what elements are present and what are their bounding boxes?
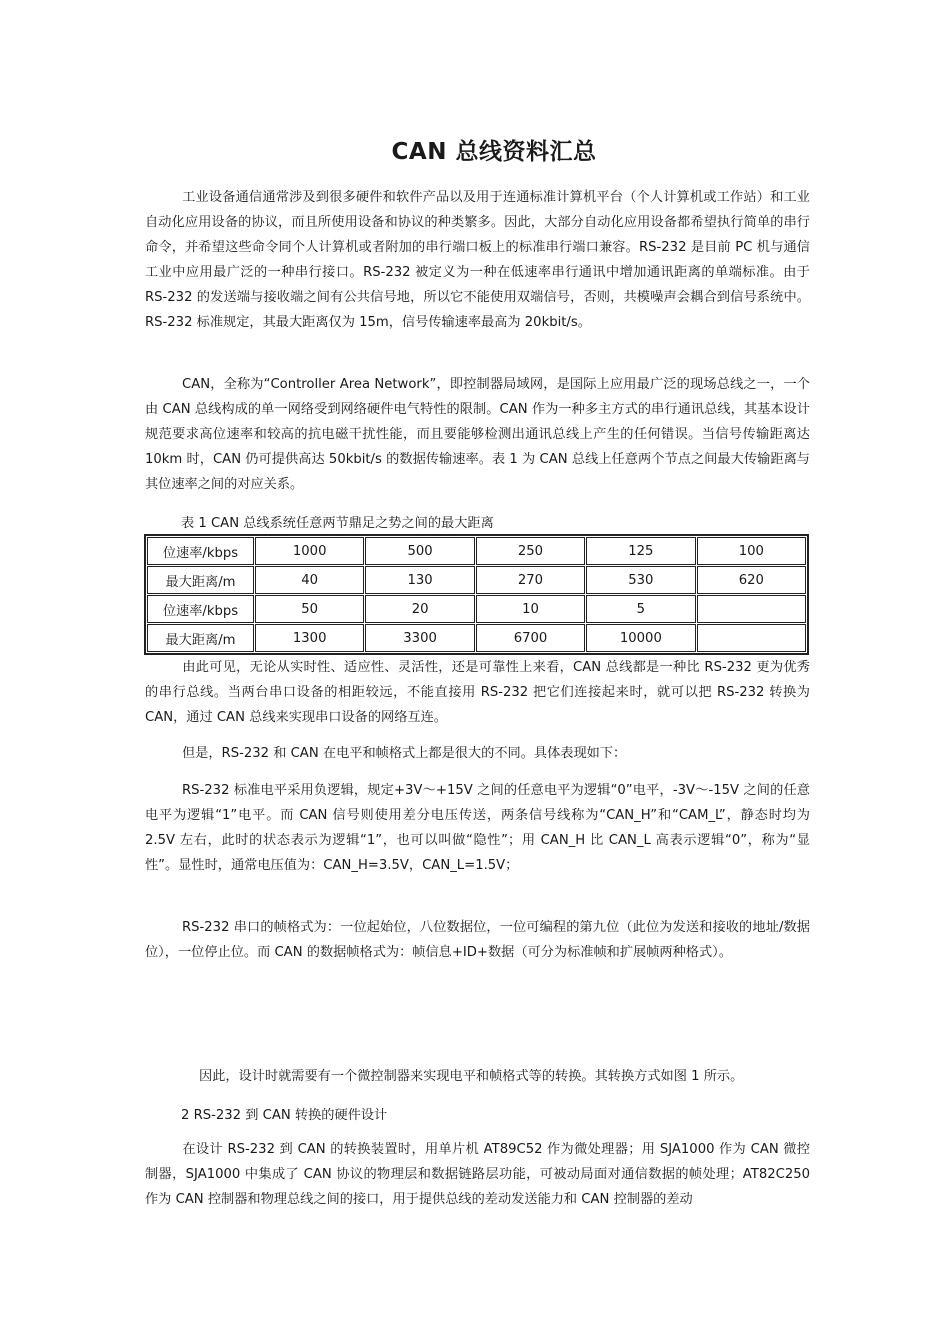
bitrate-distance-table (144, 534, 809, 655)
table-row (147, 595, 806, 623)
table-cell: 最大距离/m (147, 624, 254, 652)
table-cell: 1000 (255, 537, 364, 565)
table-cell: 500 (365, 537, 474, 565)
paragraph-conversion (199, 1064, 819, 1089)
table-cell (697, 595, 806, 623)
paragraph-text: 工业设备通信通常涉及到很多硬件和软件产品以及用于连通标准计算机平台（个人计算机或工作站）和工业自动化应用设备的协议，而且所使用设备和协议的种类繁多。因此，大部分自动化应用设备都希望执行简单的串行命令，并希望这些命令同个人计算机或者附加的串行端口板上的标准串行端口兼容。RS-232 是目前 PC 机与通信工业中应用最广泛的一种串行接口。RS-232 被定义为一种在低速率串行通讯中增加通讯距离的单端标准。由于 RS-232 的发送端与接收端之间有公共信号地，所以它不能使用双端信号，否则，共模噪声会耦合到信号系统中。RS-232 标准规定，其最大距离仅为 15m，信号传输速率最高为 20kbit/s。 (145, 190, 810, 330)
section-heading: 2 RS-232 到 CAN 转换的硬件设计 (181, 1108, 388, 1123)
table-cell: 250 (476, 537, 585, 565)
paragraph-intro-rs232 (145, 185, 810, 335)
table-cell: 100 (697, 537, 806, 565)
table-cell: 6700 (476, 624, 585, 652)
paragraph-frame-format (145, 915, 810, 965)
table-cell: 20 (365, 595, 474, 623)
table-cell: 最大距离/m (147, 566, 254, 594)
table-cell: 620 (697, 566, 806, 594)
paragraph-text: 但是，RS-232 和 CAN 在电平和帧格式上都是很大的不同。具体表现如下： (182, 746, 627, 761)
table-cell: 50 (255, 595, 364, 623)
table-cell: 3300 (365, 624, 474, 652)
table-cell: 10000 (586, 624, 695, 652)
table-cell: 5 (586, 595, 695, 623)
paragraph-text: RS-232 串口的帧格式为：一位起始位，八位数据位，一位可编程的第九位（此位为发送和接收的地址/数据位），一位停止位。而 CAN 的数据帧格式为：帧信息+ID+数据（可分为标准帧和扩展帧两种格式）。 (145, 920, 810, 960)
paragraph-levels (145, 778, 810, 878)
table-cell: 530 (586, 566, 695, 594)
table-cell: 位速率/kbps (147, 595, 254, 623)
table-cell: 130 (365, 566, 474, 594)
table-cell: 10 (476, 595, 585, 623)
table-caption: 表 1 CAN 总线系统任意两节鼎足之势之间的最大距离 (181, 516, 494, 531)
paragraph-text: 由此可见，无论从实时性、适应性、灵活性，还是可靠性上来看，CAN 总线都是一种比 RS-232 更为优秀的串行总线。当两台串口设备的相距较远，不能直接用 RS-232 把它们连接起来时，就可以把 RS-232 转换为 CAN，通过 CAN 总线来实现串口设备的网络互连。 (145, 660, 810, 725)
table-cell: 270 (476, 566, 585, 594)
paragraph-comparison (145, 655, 810, 730)
document-title: CAN 总线资料汇总 (391, 139, 597, 165)
table-row (147, 537, 806, 565)
table-row (147, 624, 806, 652)
paragraph-differences (145, 741, 810, 766)
paragraph-hardware-design (145, 1137, 810, 1212)
table-cell: 1300 (255, 624, 364, 652)
paragraph-can-intro (145, 372, 810, 497)
table-cell: 位速率/kbps (147, 537, 254, 565)
table-row (147, 566, 806, 594)
table-cell: 125 (586, 537, 695, 565)
paragraph-text: RS-232 标准电平采用负逻辑，规定+3V～+15V 之间的任意电平为逻辑“0”电平，-3V～-15V 之间的任意电平为逻辑“1”电平。而 CAN 信号则使用差分电压传送，两条信号线称为“CAN_H”和“CAM_L”，静态时均为 2.5V 左右，此时的状态表示为逻辑“1”，也可以叫做“隐性”；用 CAN_H 比 CAN_L 高表示逻辑“0”，称为“显性”。显性时，通常电压值为：CAN_H=3.5V，CAN_L=1.5V； (145, 783, 810, 873)
paragraph-text: 因此，设计时就需要有一个微控制器来实现电平和帧格式等的转换。其转换方式如图 1 所示。 (199, 1069, 744, 1084)
paragraph-text: CAN，全称为“Controller Area Network”，即控制器局域网，是国际上应用最广泛的现场总线之一，一个由 CAN 总线构成的单一网络受到网络硬件电气特性的限制。CAN 作为一种多主方式的串行通讯总线，其基本设计规范要求高位速率和较高的抗电磁干扰性能，而且要能够检测出通讯总线上产生的任何错误。当信号传输距离达 10km 时，CAN 仍可提供高达 50kbit/s 的数据传输速率。表 1 为 CAN 总线上任意两个节点之间最大传输距离与其位速率之间的对应关系。 (145, 377, 810, 492)
table-cell: 40 (255, 566, 364, 594)
table-cell (697, 624, 806, 652)
paragraph-text: 在设计 RS-232 到 CAN 的转换装置时，用单片机 AT89C52 作为微处理器；用 SJA1000 作为 CAN 微控制器，SJA1000 中集成了 CAN 协议的物理层和数据链路层功能，可被动局面对通信数据的帧处理；AT82C250 作为 CAN 控制器和物理总线之间的接口，用于提供总线的差动发送能力和 CAN 控制器的差动 (145, 1142, 810, 1207)
